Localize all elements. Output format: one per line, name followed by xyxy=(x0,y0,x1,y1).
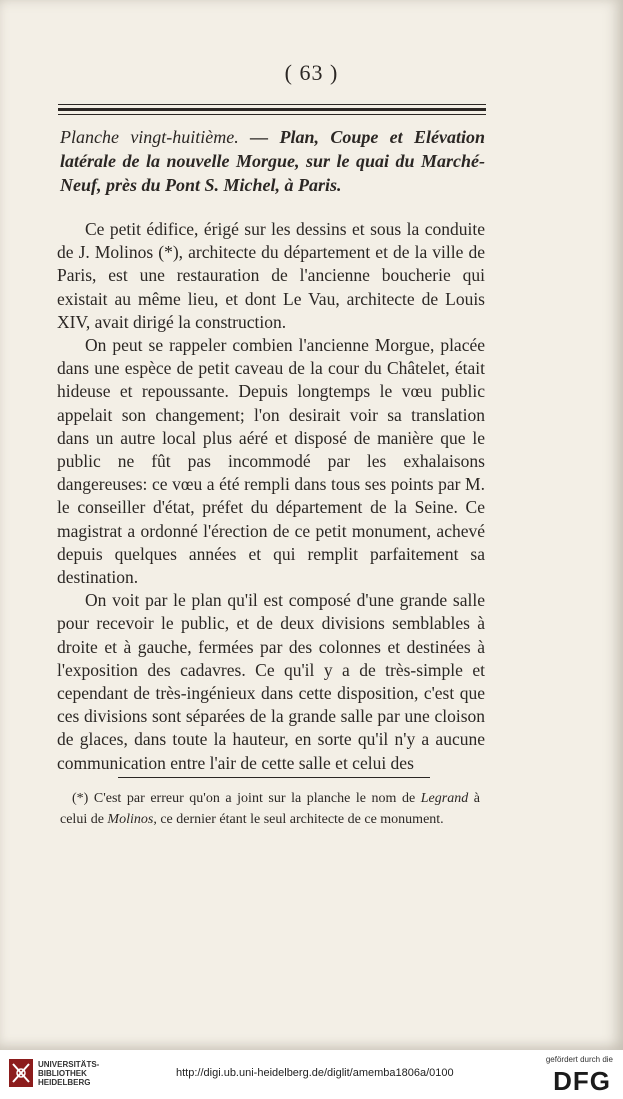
page-number: ( 63 ) xyxy=(284,60,339,85)
plate-title xyxy=(60,125,485,197)
university-seal-icon xyxy=(8,1058,34,1088)
header-rule-thin xyxy=(58,104,486,105)
body-text xyxy=(57,218,485,775)
paragraph: Ce petit édifice, érigé sur les dessins et sous la conduite de J. Molinos (*), architecte du département et de la ville de Paris, est une restauration de l'ancienne boucherie qui existait au même lieu, et dont Le Vau, architecte de Louis XIV, avait dirigé la construction. xyxy=(57,219,485,332)
library-name: UNIVERSITÄTS- BIBLIOTHEK HEIDELBERG xyxy=(38,1060,100,1087)
footnote-text: C'est par erreur qu'on a joint sur la planche le nom de xyxy=(88,791,421,806)
paragraph: On voit par le plan qu'il est composé d'une grande salle pour recevoir le public, et de deux divisions semblables à droite et à gauche, fermées par des colonnes et destinées à l'exposition des cadavres. Ce qu'il y a de très-simple et cependant de très-ingénieux dans cette disposition, c'est que ces divisions sont séparées de la grande salle par une cloison de glaces, dans toute la hauteur, en sorte qu'il n'y a aucune communication entre l'air de cette salle et celui des xyxy=(57,590,485,773)
permalink-url[interactable]: http://digi.ub.uni-heidelberg.de/diglit/amemba1806a/0100 xyxy=(176,1067,454,1079)
footnote-marker: (*) xyxy=(72,791,89,806)
paragraph: On peut se rappeler combien l'ancienne Morgue, placée dans une espèce de petit caveau de la cour du Châtelet, était hideuse et repoussante. Depuis longtemps le vœu public appelait son changement; l'on desirait voir sa translation dans un autre local plus aéré et disposé de manière que le public ne fût pas incommodé par les exhalaisons dangereuses: ce vœu a été rempli dans tous ses points par M. le conseiller d'état, préfet du département de la Seine. Ce magistrat a ordonné l'érection de ce petit monument, achevé depuis quelques années et qui remplit parfaitement sa destination. xyxy=(57,335,485,588)
viewer-footer xyxy=(0,1050,623,1099)
plate-title-lead: Planche vingt-huitième. xyxy=(60,127,239,147)
footnote-text: à celui de xyxy=(60,791,480,827)
funding-credit: gefördert durch die xyxy=(545,1055,613,1064)
footnote-text: , ce dernier étant le seul architecte de ce monument. xyxy=(153,812,444,827)
footnote-name-molinos: Molinos xyxy=(107,812,154,827)
header-rule-thin-lower xyxy=(58,114,486,115)
plate-title-dash: — xyxy=(238,127,280,147)
header-rule-thick xyxy=(58,108,486,111)
dfg-logo: DFG xyxy=(553,1066,611,1096)
footnote-name-legrand: Legrand xyxy=(420,791,469,806)
footnote xyxy=(60,788,480,830)
footnote-rule xyxy=(118,777,430,778)
plate-title-heading: Plan, Coupe et Elévation latérale de la nouvelle Morgue, sur le quai du Marché-Neuf, près du Pont S. Michel, à Paris. xyxy=(60,127,485,195)
